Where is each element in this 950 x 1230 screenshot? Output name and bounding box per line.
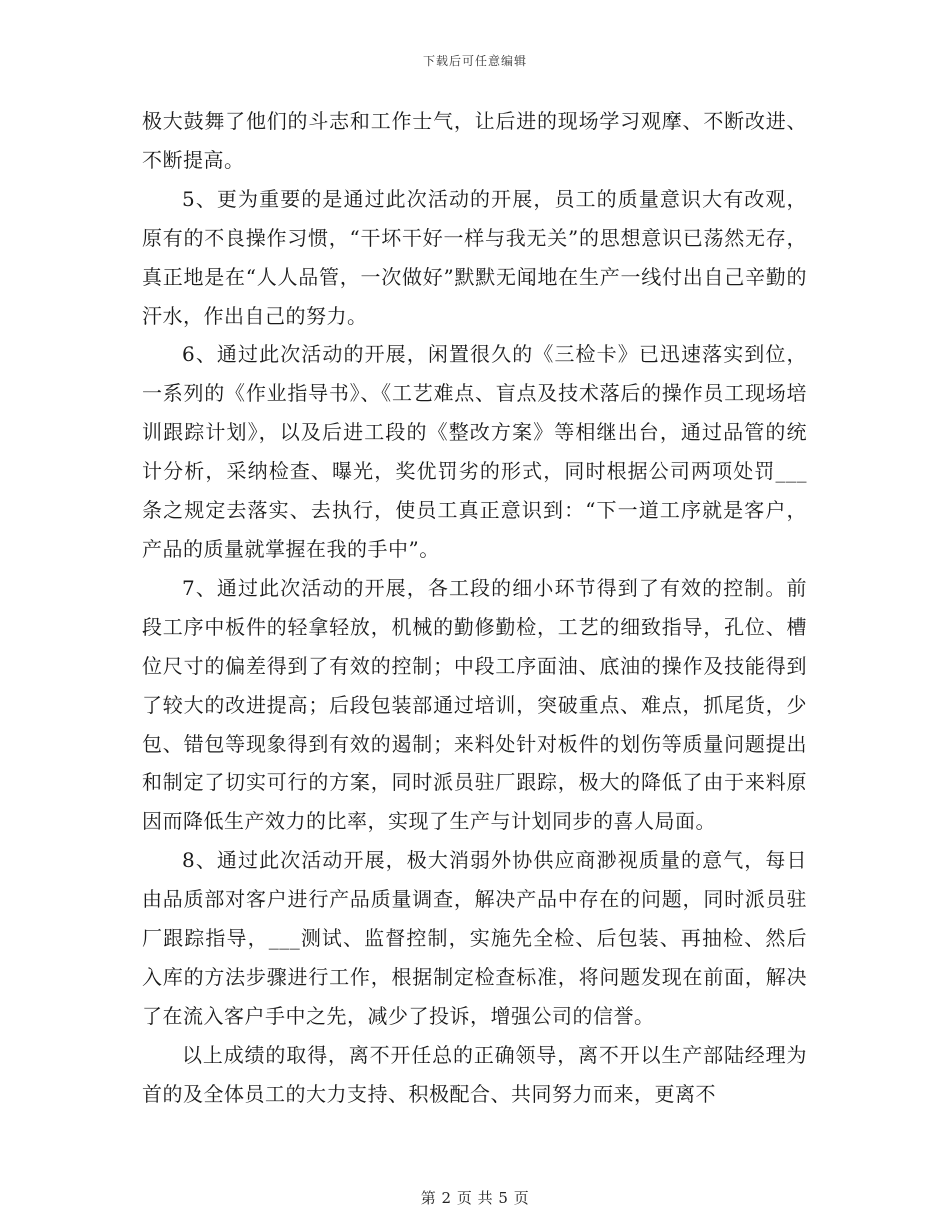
document-body: [142, 102, 807, 1114]
page-number: 第 2 页 共 5 页: [420, 1189, 530, 1207]
paragraph-5: 8、通过此次活动开展，极大消弱外协供应商渺视质量的意气，每日由品质部对客户进行产品质量调查，解决产品中存在的问题，同时派员驻厂跟踪指导，___测试、监督控制，实施先全检、后包装、再抽检、然后入库的方法步骤进行工作，根据制定检查标准，将问题发现在前面，解决了在流入客户手中之先，减少了投诉，增强公司的信誉。: [142, 848, 807, 1028]
page-header-note: 下载后可任意编辑: [422, 54, 527, 68]
paragraph-1: 极大鼓舞了他们的斗志和工作士气，让后进的现场学习观摩、不断改进、不断提高。: [142, 109, 807, 172]
paragraph-3: 6、通过此次活动的开展，闲置很久的《三检卡》已迅速落实到位，一系列的《作业指导书》、《工艺难点、盲点及技术落后的操作员工现场培训跟踪计划》，以及后进工段的《整改方案》等相继出台，通过品管的统计分析，采纳检查、曝光，奖优罚劣的形式，同时根据公司两项处罚___条之规定去落实、去执行，使员工真正意识到：“下一道工序就是客户，产品的质量就掌握在我的手中”。: [142, 342, 807, 561]
paragraph-2: 5、更为重要的是通过此次活动的开展，员工的质量意识大有改观，原有的不良操作习惯，“干坏干好一样与我无关”的思想意识已荡然无存，真正地是在“人人品管，一次做好”默默无闻地在生产一线付出自己辛勤的汗水，作出自己的努力。: [142, 186, 807, 328]
paragraph-4: 7、通过此次活动的开展，各工段的细小环节得到了有效的控制。前段工序中板件的轻拿轻放，机械的勤修勤检，工艺的细致指导，孔位、槽位尺寸的偏差得到了有效的控制；中段工序面油、底油的操作及技能得到了较大的改进提高；后段包装部通过培训，突破重点、难点，抓尾货，少包、错包等现象得到有效的遏制；来料处针对板件的划伤等质量问题提出和制定了切实可行的方案，同时派员驻厂跟踪，极大的降低了由于来料原因而降低生产效力的比率，实现了生产与计划同步的喜人局面。: [142, 575, 807, 834]
paragraph-6: 以上成绩的取得，离不开任总的正确领导，离不开以生产部陆经理为首的及全体员工的大力支持、积极配合、共同努力而来，更离不: [142, 1042, 807, 1106]
